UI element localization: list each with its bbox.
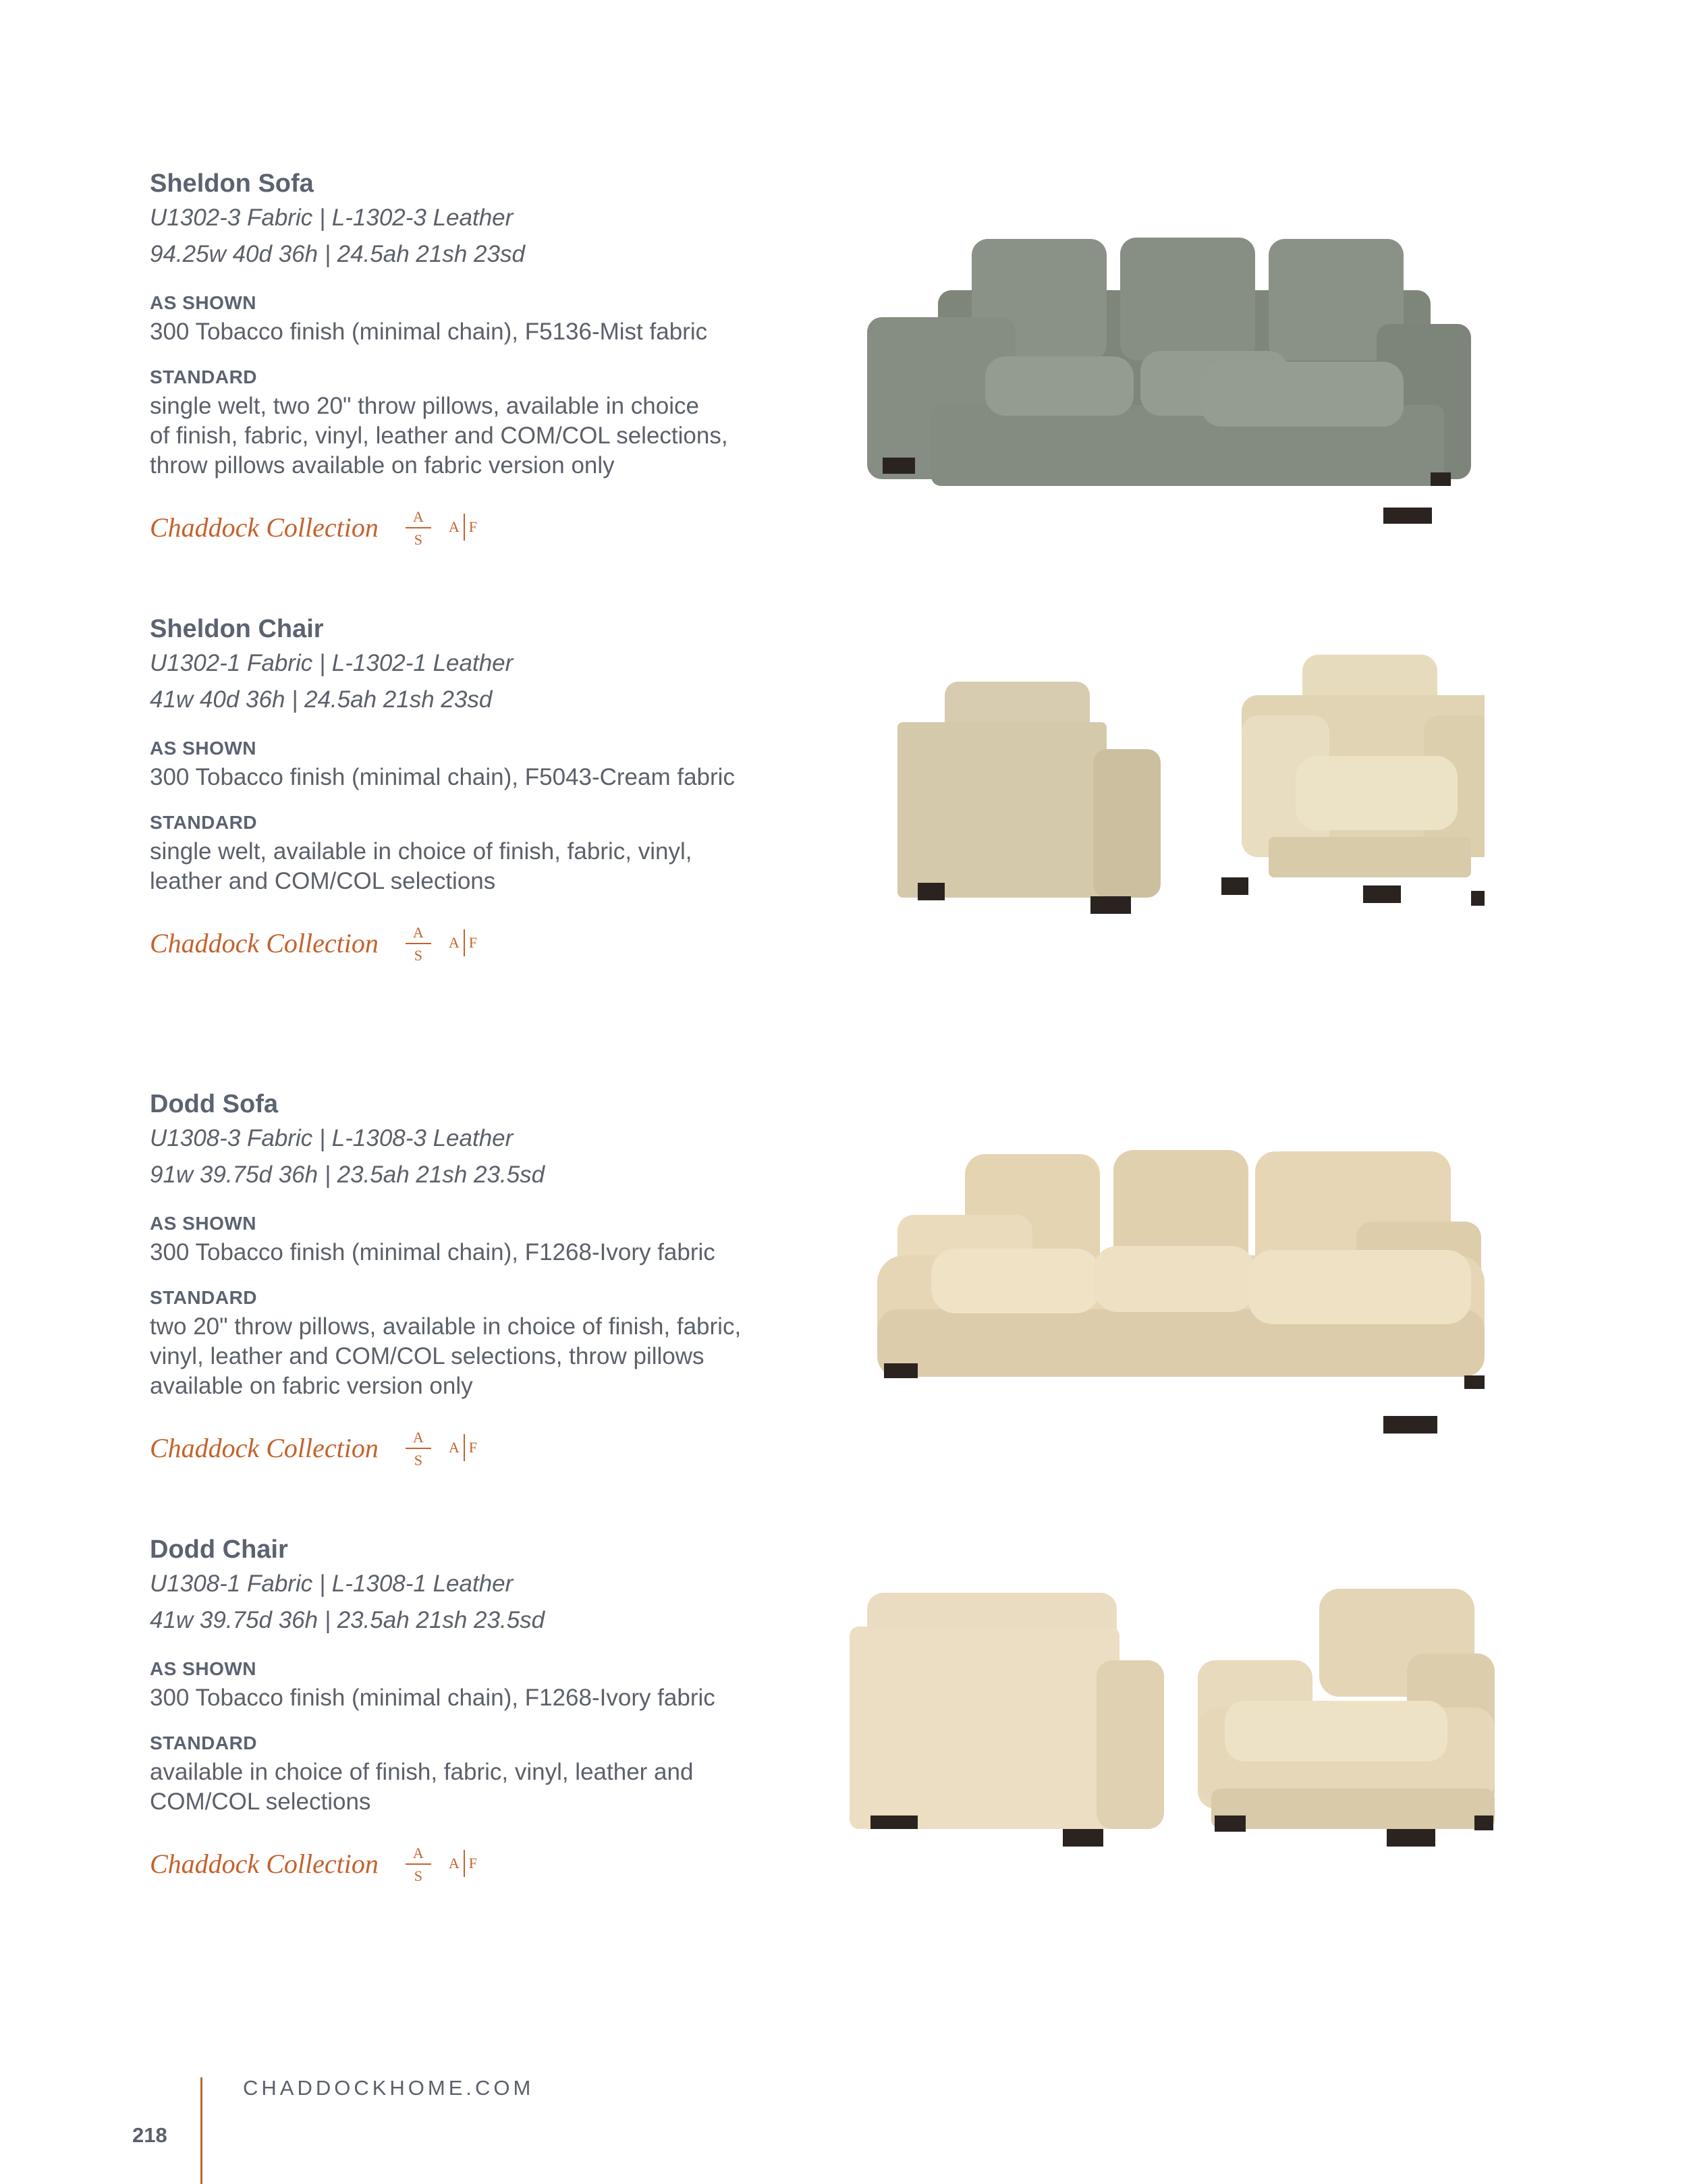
standard-line: throw pillows available on fabric version only — [150, 452, 615, 479]
standard-line: leather and COM/COL selections — [150, 868, 496, 894]
af-symbol-f: F — [468, 1855, 477, 1872]
as-shown-label: AS SHOWN — [150, 292, 256, 313]
af-symbol — [449, 929, 477, 956]
as-symbol-a: A — [412, 1845, 424, 1861]
as-symbol-s: S — [414, 1867, 422, 1884]
footer-website[interactable]: CHADDOCKHOME.COM — [243, 2076, 534, 2100]
standard-label: STANDARD — [150, 812, 258, 833]
collection-name: Chaddock Collection — [150, 927, 379, 958]
page-number: 218 — [132, 2123, 167, 2147]
standard-label: STANDARD — [150, 1287, 258, 1308]
product-name: Sheldon Chair — [150, 615, 324, 643]
standard-text — [150, 837, 852, 896]
as-symbol-s: S — [414, 947, 422, 964]
af-symbol-a: A — [448, 1855, 460, 1872]
sheldon-chair-image — [891, 648, 1485, 918]
collection-row — [150, 1424, 852, 1471]
as-symbol-a: A — [412, 1429, 424, 1446]
collection-name: Chaddock Collection — [150, 1432, 379, 1463]
af-symbol-f: F — [468, 1439, 477, 1456]
collection-row — [150, 1840, 852, 1887]
af-symbol-f: F — [468, 518, 477, 535]
af-symbol-a: A — [448, 934, 460, 951]
collection-row — [150, 919, 852, 966]
product-dimensions: 91w 39.75d 36h | 23.5ah 21sh 23.5sd — [150, 1162, 545, 1188]
product-codes: U1302-3 Fabric | L-1302-3 Leather — [150, 204, 514, 231]
standard-text — [150, 1757, 852, 1817]
as-shown-text: 300 Tobacco finish (minimal chain), F5043-Cream fabric — [150, 764, 735, 790]
collection-name: Chaddock Collection — [150, 512, 379, 543]
af-symbol-a: A — [448, 518, 460, 535]
dodd-sofa-image — [870, 1141, 1491, 1438]
standard-line: two 20" throw pillows, available in choice of finish, fabric, — [150, 1313, 742, 1340]
as-symbol-s: S — [414, 531, 422, 548]
collection-name: Chaddock Collection — [150, 1848, 379, 1879]
as-shown-label: AS SHOWN — [150, 738, 256, 759]
product-sheldon-chair — [150, 613, 852, 966]
product-name: Dodd Sofa — [150, 1090, 278, 1118]
standard-line: of finish, fabric, vinyl, leather and COM/COL selections, — [150, 422, 728, 449]
standard-label: STANDARD — [150, 1732, 258, 1753]
as-shown-text: 300 Tobacco finish (minimal chain), F5136-Mist fabric — [150, 319, 708, 345]
standard-line: available on fabric version only — [150, 1373, 473, 1399]
product-dodd-sofa — [150, 1088, 852, 1471]
standard-line: single welt, available in choice of finish, fabric, vinyl, — [150, 838, 692, 865]
as-shown-text: 300 Tobacco finish (minimal chain), F1268-Ivory fabric — [150, 1685, 715, 1711]
product-codes: U1302-1 Fabric | L-1302-1 Leather — [150, 650, 514, 676]
as-symbol — [404, 923, 433, 963]
standard-line: single welt, two 20" throw pillows, available in choice — [150, 393, 699, 419]
collection-row — [150, 503, 852, 551]
as-symbol — [404, 507, 433, 547]
as-symbol-s: S — [414, 1452, 422, 1469]
af-symbol — [449, 514, 477, 541]
as-shown-label: AS SHOWN — [150, 1213, 256, 1234]
product-dimensions: 41w 40d 36h | 24.5ah 21sh 23sd — [150, 686, 493, 713]
product-dodd-chair — [150, 1533, 852, 1887]
product-sheldon-sofa — [150, 167, 852, 551]
standard-text — [150, 1312, 852, 1401]
standard-line: available in choice of finish, fabric, vinyl, leather and — [150, 1759, 694, 1785]
af-symbol-a: A — [448, 1439, 460, 1456]
product-codes: U1308-1 Fabric | L-1308-1 Leather — [150, 1571, 514, 1597]
sheldon-sofa-image — [864, 229, 1498, 533]
footer-accent-line — [200, 2077, 202, 2184]
product-dimensions: 94.25w 40d 36h | 24.5ah 21sh 23sd — [150, 241, 525, 267]
as-symbol — [404, 1843, 433, 1884]
as-shown-text: 300 Tobacco finish (minimal chain), F1268-Ivory fabric — [150, 1239, 715, 1265]
product-name: Dodd Chair — [150, 1535, 288, 1564]
product-codes: U1308-3 Fabric | L-1308-3 Leather — [150, 1125, 514, 1151]
af-symbol — [449, 1434, 477, 1461]
as-symbol — [404, 1427, 433, 1468]
standard-line: vinyl, leather and COM/COL selections, throw pillows — [150, 1343, 704, 1369]
standard-line: COM/COL selections — [150, 1789, 371, 1815]
as-symbol-a: A — [412, 508, 424, 525]
af-symbol — [449, 1850, 477, 1877]
as-shown-label: AS SHOWN — [150, 1658, 256, 1679]
dodd-chair-image — [847, 1586, 1501, 1856]
product-name: Sheldon Sofa — [150, 169, 314, 198]
as-symbol-a: A — [412, 924, 424, 941]
af-symbol-f: F — [468, 934, 477, 951]
product-dimensions: 41w 39.75d 36h | 23.5ah 21sh 23.5sd — [150, 1607, 545, 1633]
standard-label: STANDARD — [150, 366, 258, 387]
standard-text — [150, 391, 852, 481]
